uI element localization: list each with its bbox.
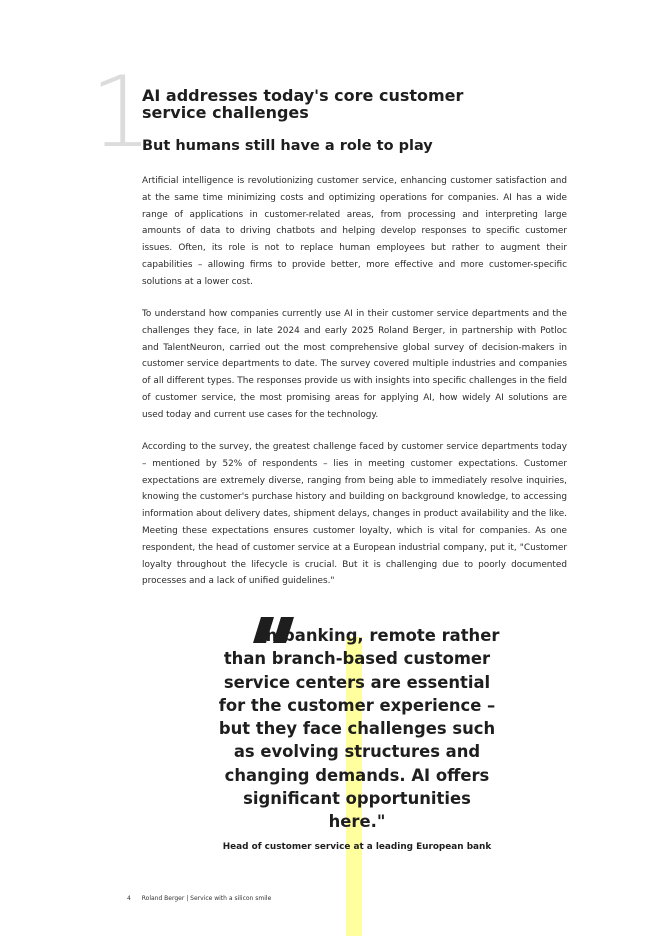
pull-quote: [212, 624, 502, 834]
quote-attribution: Head of customer service at a leading European bank: [222, 842, 492, 852]
body-paragraph-2: To understand how companies currently use AI in their customer service departments and the challenges they face, in late 2024 and early 2025 Roland Berger, in partnership with Potloc and TalentNeuron, carried out the most comprehensive global survey of decision-makers in customer service departments to date. The survey covered multiple industries and companies of all different types. The responses provide us with insights into specific challenges in the field of customer service, the most promising areas for applying AI, how widely AI solutions are used today and current use cases for the technology.: [142, 309, 567, 420]
chapter-number: 1: [90, 56, 153, 170]
publication-title: Roland Berger | Service with a silicon smile: [141, 895, 272, 902]
section-subtitle: But humans still have a role to play: [142, 138, 433, 154]
pull-quote-text: In banking, remote rather than branch-based customer service centers are essential for the customer experience – but they face challenges such as evolving structures and changing demands. AI offers significant opportunities here.": [218, 626, 500, 832]
section-title: AI addresses today's core customer service challenges: [142, 86, 464, 122]
body-paragraph-3: According to the survey, the greatest challenge faced by customer service departments today – mentioned by 52% of respondents – lies in meeting customer expectations. Customer expectations are extremely diverse, ranging from being able to immediately resolve inquiries, knowing the customer's purchase history and building on background knowledge, to accessing information about delivery dates, shipment delays, changes in product availability and the like. Meeting these expectations ensures customer loyalty, which is vital for companies. As one respondent, the head of customer service at a European industrial company, put it, "Customer loyalty throughout the lifecycle is crucial. But it is challenging due to poorly documented processes and a lack of unified guidelines.": [142, 442, 567, 587]
page-number: 4: [127, 895, 131, 902]
page-footer: [127, 894, 271, 903]
body-paragraph-1: Artificial intelligence is revolutionizing customer service, enhancing customer satisfaction and at the same time minimizing costs and optimizing operations for companies. AI has a wide range of applications in customer-related areas, from processing and interpreting large amounts of data to driving chatbots and helping develop responses to specific customer issues. Often, its role is not to replace human employees but rather to augment their capabilities – allowing firms to provide better, more effective and more customer-specific solutions at a lower cost.: [142, 176, 567, 287]
